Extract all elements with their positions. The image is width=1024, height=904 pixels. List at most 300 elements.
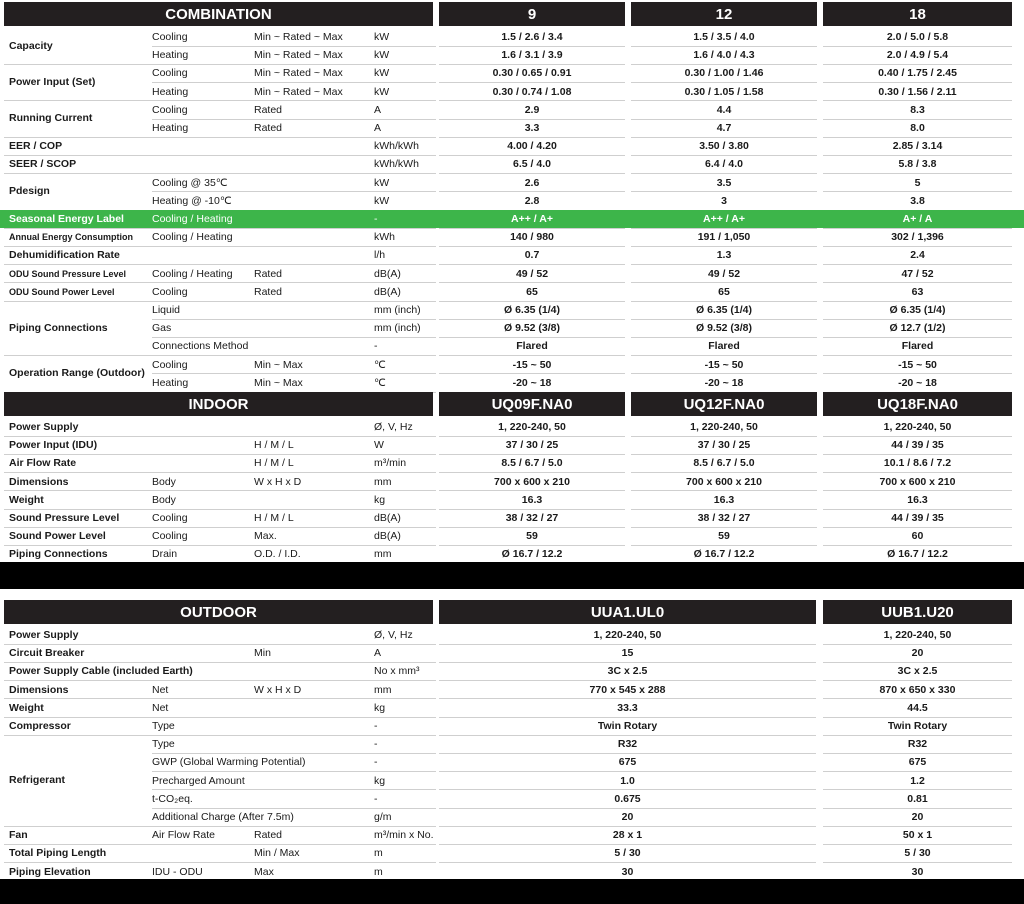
value-cell: 8.5 / 6.7 / 5.0 bbox=[693, 457, 755, 470]
group-label bbox=[9, 356, 147, 392]
combination-row bbox=[0, 356, 1024, 374]
value-cell: 1, 220-240, 50 bbox=[883, 629, 952, 641]
row-qualifier: Min / Max bbox=[254, 847, 300, 860]
row-condition: Cooling bbox=[152, 31, 188, 43]
group-label-text: Power Input (Set) bbox=[9, 76, 96, 89]
row-qualifier: Max bbox=[254, 865, 274, 878]
value-cell: A+ / A bbox=[902, 213, 933, 225]
value-cell: A++ / A+ bbox=[511, 213, 553, 225]
value-cell: Flared bbox=[901, 340, 934, 353]
row-unit: - bbox=[374, 720, 378, 732]
row-unit: - bbox=[374, 756, 378, 769]
row-unit: kg bbox=[374, 493, 386, 506]
row-unit: dB(A) bbox=[374, 285, 401, 298]
row-unit: A bbox=[374, 647, 382, 660]
outdoor-row bbox=[0, 699, 1024, 717]
row-label: Total Piping Length bbox=[9, 847, 107, 860]
row-condition: Cooling bbox=[152, 358, 188, 371]
row-condition: Air Flow Rate bbox=[152, 829, 216, 842]
row-condition: Heating bbox=[152, 376, 189, 389]
value-cell: 1.3 bbox=[716, 249, 732, 262]
row-condition: Connections Method bbox=[152, 340, 249, 353]
row-qualifier: Min bbox=[254, 647, 271, 660]
row-qualifier: W x H x D bbox=[254, 683, 302, 696]
row-unit: m bbox=[374, 865, 383, 878]
row-qualifier: Rated bbox=[254, 122, 283, 134]
row-qualifier: Min ~ Max bbox=[254, 376, 303, 389]
row-unit: - bbox=[374, 213, 378, 225]
combination-row bbox=[0, 301, 1024, 319]
value-cell: 59 bbox=[526, 530, 538, 543]
row-unit: kW bbox=[374, 67, 390, 80]
outdoor-row bbox=[0, 717, 1024, 735]
value-cell: Ø 6.35 (1/4) bbox=[889, 304, 946, 316]
row-unit: - bbox=[374, 792, 378, 805]
value-cell: Ø 6.35 (1/4) bbox=[695, 304, 753, 316]
row-qualifier bbox=[254, 155, 372, 173]
value-cell: 2.4 bbox=[910, 249, 925, 262]
value-cell: 1, 220-240, 50 bbox=[690, 421, 758, 433]
value-cell: Twin Rotary bbox=[597, 720, 658, 732]
value-cell: 20 bbox=[911, 811, 924, 823]
row-unit: No x mm³ bbox=[374, 665, 420, 678]
row-qualifier bbox=[254, 319, 372, 337]
row-qualifier: Min ~ Rated ~ Max bbox=[254, 31, 343, 43]
row-label: Air Flow Rate bbox=[9, 457, 77, 470]
outdoor-model-b: UUB1.U20 bbox=[823, 600, 1012, 624]
value-cell: 44.5 bbox=[907, 701, 928, 714]
row-unit: kWh bbox=[374, 231, 395, 244]
row-unit: l/h bbox=[374, 249, 386, 262]
row-condition: Net bbox=[152, 683, 169, 696]
value-cell: 5 / 30 bbox=[904, 847, 931, 860]
value-cell: 2.0 / 5.0 / 5.8 bbox=[886, 31, 949, 43]
value-cell: 5 bbox=[914, 176, 921, 189]
indoor-row bbox=[0, 527, 1024, 545]
row-unit: kW bbox=[374, 194, 390, 207]
row-unit: kW bbox=[374, 85, 390, 98]
value-cell: 44 / 39 / 35 bbox=[891, 512, 944, 524]
value-cell: 0.7 bbox=[524, 249, 540, 262]
combination-row bbox=[0, 283, 1024, 301]
row-unit: mm bbox=[374, 475, 392, 488]
row-condition: Body bbox=[152, 475, 176, 488]
combination-row bbox=[0, 64, 1024, 82]
value-cell: 1, 220-240, 50 bbox=[498, 421, 566, 433]
value-cell: 6.4 / 4.0 bbox=[705, 158, 743, 171]
row-qualifier bbox=[254, 717, 372, 735]
row-qualifier: Max. bbox=[254, 530, 277, 543]
row-condition: Additional Charge (After 7.5m) bbox=[152, 811, 294, 823]
combination-row bbox=[0, 28, 1024, 46]
combination-model-9: 9 bbox=[439, 2, 625, 26]
row-qualifier bbox=[254, 137, 372, 155]
value-cell: 1.5 / 3.5 / 4.0 bbox=[693, 31, 755, 43]
row-qualifier bbox=[254, 192, 372, 210]
value-cell: 4.4 bbox=[716, 103, 732, 116]
row-qualifier: Min ~ Max bbox=[254, 358, 303, 371]
value-cell: 49 / 52 bbox=[515, 267, 549, 280]
row-unit: mm (inch) bbox=[374, 322, 421, 335]
row-unit: kg bbox=[374, 701, 386, 714]
value-cell: 4.00 / 4.20 bbox=[507, 140, 557, 153]
row-unit: ℃ bbox=[374, 358, 386, 371]
row-condition: Cooling bbox=[152, 512, 188, 524]
value-cell: 0.675 bbox=[614, 792, 641, 805]
value-cell: 63 bbox=[911, 285, 924, 298]
value-cell: 16.3 bbox=[907, 493, 928, 506]
group-label-text: Refrigerant bbox=[9, 774, 66, 787]
row-condition: Cooling @ 35℃ bbox=[152, 176, 228, 189]
row-condition bbox=[152, 644, 252, 662]
value-cell: 50 x 1 bbox=[902, 829, 933, 842]
value-cell: A++ / A+ bbox=[703, 213, 745, 225]
row-qualifier bbox=[254, 174, 372, 192]
indoor-row bbox=[0, 436, 1024, 454]
row-qualifier bbox=[254, 337, 372, 355]
value-cell: 0.30 / 0.74 / 1.08 bbox=[492, 85, 572, 98]
value-cell: 3.50 / 3.80 bbox=[699, 140, 749, 153]
combination-row bbox=[0, 174, 1024, 192]
outdoor-row bbox=[0, 644, 1024, 662]
indoor-title: INDOOR bbox=[4, 392, 433, 416]
value-cell: 30 bbox=[911, 865, 924, 878]
row-unit: mm bbox=[374, 683, 392, 696]
row-condition: Heating @ -10℃ bbox=[152, 194, 232, 207]
value-cell: 675 bbox=[908, 756, 927, 769]
row-qualifier bbox=[254, 626, 372, 644]
row-label: Seasonal Energy Label bbox=[9, 213, 124, 225]
row-condition: Heating bbox=[152, 85, 189, 98]
value-cell: 20 bbox=[911, 647, 924, 660]
value-cell: 3C x 2.5 bbox=[607, 665, 648, 678]
row-qualifier bbox=[254, 301, 372, 319]
row-qualifier bbox=[254, 735, 372, 753]
value-cell: Ø 16.7 / 12.2 bbox=[887, 548, 948, 561]
value-cell: R32 bbox=[907, 738, 928, 751]
row-qualifier: O.D. / I.D. bbox=[254, 548, 301, 561]
row-qualifier bbox=[254, 772, 372, 790]
row-condition: Cooling / Heating bbox=[152, 267, 233, 280]
outdoor-row bbox=[0, 790, 1024, 808]
value-cell: 191 / 1,050 bbox=[697, 231, 751, 244]
row-qualifier: Min ~ Rated ~ Max bbox=[254, 67, 343, 80]
row-condition bbox=[152, 137, 252, 155]
group-label bbox=[9, 28, 147, 64]
row-label: Circuit Breaker bbox=[9, 647, 85, 660]
row-label: ODU Sound Power Level bbox=[9, 286, 115, 297]
value-cell: 3 bbox=[721, 194, 727, 207]
value-cell: 2.9 bbox=[524, 103, 540, 116]
value-cell: 65 bbox=[526, 285, 538, 298]
value-cell: 1.2 bbox=[910, 774, 925, 787]
row-label: Annual Energy Consumption bbox=[9, 232, 134, 243]
row-unit: A bbox=[374, 122, 382, 134]
row-qualifier: H / M / L bbox=[254, 457, 294, 470]
outdoor-row bbox=[0, 844, 1024, 862]
value-cell: -20 ~ 18 bbox=[512, 376, 552, 389]
row-label: Sound Power Level bbox=[9, 530, 106, 543]
outdoor-model-a: UUA1.UL0 bbox=[439, 600, 816, 624]
combination-row bbox=[0, 319, 1024, 337]
outdoor-title: OUTDOOR bbox=[4, 600, 433, 624]
combination-row bbox=[0, 46, 1024, 64]
combination-row bbox=[0, 246, 1024, 264]
row-label: Piping Elevation bbox=[9, 865, 91, 878]
value-cell: 16.3 bbox=[521, 493, 543, 506]
value-cell: Ø 9.52 (3/8) bbox=[695, 322, 753, 335]
value-cell: 1, 220-240, 50 bbox=[593, 629, 662, 641]
row-condition: Heating bbox=[152, 49, 189, 62]
row-unit: A bbox=[374, 103, 382, 116]
indoor-model-9: UQ09F.NA0 bbox=[439, 392, 625, 416]
group-label-text: Operation Range (Outdoor) bbox=[9, 367, 145, 380]
value-cell: 2.8 bbox=[524, 194, 540, 207]
row-condition: Liquid bbox=[152, 304, 181, 316]
combination-row bbox=[0, 119, 1024, 137]
row-qualifier: H / M / L bbox=[254, 512, 294, 524]
row-label: Compressor bbox=[9, 720, 71, 732]
value-cell: 5.8 / 3.8 bbox=[898, 158, 937, 171]
indoor-row bbox=[0, 454, 1024, 472]
row-label: Dehumidification Rate bbox=[9, 249, 120, 262]
outdoor-row bbox=[0, 626, 1024, 644]
value-cell: -20 ~ 18 bbox=[704, 376, 744, 389]
outdoor-row bbox=[0, 753, 1024, 771]
value-cell: 33.3 bbox=[617, 701, 638, 714]
row-qualifier: W x H x D bbox=[254, 475, 302, 488]
value-cell: 770 x 545 x 288 bbox=[589, 683, 666, 696]
row-unit: kW bbox=[374, 49, 390, 62]
indoor-row bbox=[0, 509, 1024, 527]
bottom-band bbox=[0, 879, 1024, 904]
combination-section bbox=[0, 2, 1024, 390]
row-label: Power Supply bbox=[9, 629, 79, 641]
row-qualifier bbox=[254, 808, 372, 826]
combination-model-12: 12 bbox=[631, 2, 817, 26]
value-cell: R32 bbox=[617, 738, 638, 751]
value-cell: 2.6 bbox=[524, 176, 540, 189]
group-label bbox=[9, 101, 147, 137]
row-qualifier: Rated bbox=[254, 285, 283, 298]
value-cell: Ø 9.52 (3/8) bbox=[503, 322, 561, 335]
value-cell: 2.0 / 4.9 / 5.4 bbox=[886, 49, 949, 62]
combination-row bbox=[0, 210, 1024, 228]
group-label-text: Running Current bbox=[9, 112, 93, 125]
value-cell: -20 ~ 18 bbox=[898, 376, 937, 389]
value-cell: 0.40 / 1.75 / 2.45 bbox=[878, 67, 957, 80]
row-qualifier: H / M / L bbox=[254, 439, 294, 452]
row-unit: ℃ bbox=[374, 376, 386, 389]
value-cell: 302 / 1,396 bbox=[891, 231, 944, 244]
row-condition: Cooling bbox=[152, 285, 188, 298]
row-unit: - bbox=[374, 738, 378, 751]
row-qualifier bbox=[254, 246, 372, 264]
row-condition: Cooling / Heating bbox=[152, 231, 233, 244]
row-condition: Heating bbox=[152, 122, 189, 134]
row-qualifier bbox=[254, 662, 372, 680]
value-cell: 4.7 bbox=[716, 122, 732, 134]
group-label-text: Piping Connections bbox=[9, 321, 108, 334]
outdoor-row bbox=[0, 681, 1024, 699]
value-cell: 8.0 bbox=[910, 122, 925, 134]
row-condition: Cooling bbox=[152, 530, 188, 543]
value-cell: 3.5 bbox=[716, 176, 732, 189]
value-cell: 1.5 / 2.6 / 3.4 bbox=[501, 31, 563, 43]
value-cell: -15 ~ 50 bbox=[512, 358, 552, 371]
row-qualifier bbox=[254, 228, 372, 246]
combination-row bbox=[0, 101, 1024, 119]
row-unit: kWh/kWh bbox=[374, 158, 419, 171]
value-cell: 44 / 39 / 35 bbox=[891, 439, 944, 452]
outdoor-section bbox=[0, 600, 1024, 880]
value-cell: 1.0 bbox=[620, 774, 635, 787]
indoor-row bbox=[0, 491, 1024, 509]
row-unit: mm (inch) bbox=[374, 304, 421, 316]
row-condition: Drain bbox=[152, 548, 178, 561]
row-condition: Gas bbox=[152, 322, 172, 335]
outdoor-row bbox=[0, 772, 1024, 790]
row-condition: Cooling bbox=[152, 103, 188, 116]
indoor-row bbox=[0, 418, 1024, 436]
combination-row bbox=[0, 265, 1024, 283]
outdoor-row bbox=[0, 735, 1024, 753]
indoor-row bbox=[0, 473, 1024, 491]
value-cell: 16.3 bbox=[713, 493, 735, 506]
row-qualifier: Rated bbox=[254, 103, 283, 116]
value-cell: 870 x 650 x 330 bbox=[879, 683, 956, 696]
row-condition bbox=[152, 418, 252, 436]
combination-row bbox=[0, 337, 1024, 355]
value-cell: 1, 220-240, 50 bbox=[883, 421, 952, 433]
value-cell: Flared bbox=[516, 340, 548, 353]
row-label: Weight bbox=[9, 493, 44, 506]
group-label-text: Pdesign bbox=[9, 185, 50, 198]
value-cell: 28 x 1 bbox=[612, 829, 643, 842]
group-label bbox=[9, 301, 147, 356]
row-unit: W bbox=[374, 439, 384, 452]
row-label: EER / COP bbox=[9, 140, 63, 153]
row-label: SEER / SCOP bbox=[9, 158, 77, 171]
value-cell: 1.6 / 4.0 / 4.3 bbox=[693, 49, 755, 62]
row-label: Power Supply bbox=[9, 421, 79, 433]
value-cell: 0.30 / 1.00 / 1.46 bbox=[684, 67, 764, 80]
row-label: Sound Pressure Level bbox=[9, 512, 120, 524]
outdoor-row bbox=[0, 662, 1024, 680]
row-label: ODU Sound Pressure Level bbox=[9, 268, 127, 279]
row-condition: Cooling bbox=[152, 67, 188, 80]
outdoor-row bbox=[0, 808, 1024, 826]
group-label bbox=[9, 64, 147, 100]
value-cell: 65 bbox=[718, 285, 730, 298]
row-unit: mm bbox=[374, 548, 392, 561]
row-unit: kW bbox=[374, 31, 390, 43]
combination-row bbox=[0, 155, 1024, 173]
value-cell: 3C x 2.5 bbox=[897, 665, 938, 678]
indoor-model-18: UQ18F.NA0 bbox=[823, 392, 1012, 416]
row-condition: Precharged Amount bbox=[152, 774, 245, 787]
row-qualifier bbox=[254, 491, 372, 509]
row-unit: g/m bbox=[374, 811, 392, 823]
group-label bbox=[9, 735, 147, 826]
row-unit: Ø, V, Hz bbox=[374, 421, 413, 433]
outdoor-row bbox=[0, 826, 1024, 844]
value-cell: 0.30 / 0.65 / 0.91 bbox=[492, 67, 572, 80]
value-cell: 0.81 bbox=[907, 792, 928, 805]
combination-row bbox=[0, 83, 1024, 101]
value-cell: Ø 16.7 / 12.2 bbox=[693, 548, 755, 561]
value-cell: 59 bbox=[718, 530, 730, 543]
value-cell: 47 / 52 bbox=[901, 267, 934, 280]
row-unit: m³/min x No. bbox=[374, 829, 434, 842]
outdoor-row bbox=[0, 863, 1024, 881]
indoor-row bbox=[0, 545, 1024, 563]
row-label: Fan bbox=[9, 829, 28, 842]
combination-model-18: 18 bbox=[823, 2, 1012, 26]
value-cell: 1.6 / 3.1 / 3.9 bbox=[501, 49, 563, 62]
row-condition bbox=[152, 454, 252, 472]
row-condition: IDU - ODU bbox=[152, 865, 203, 878]
value-cell: 5 / 30 bbox=[614, 847, 641, 860]
combination-row bbox=[0, 228, 1024, 246]
value-cell: Twin Rotary bbox=[887, 720, 948, 732]
value-cell: 675 bbox=[618, 756, 637, 769]
row-qualifier bbox=[254, 699, 372, 717]
value-cell: Flared bbox=[708, 340, 740, 353]
row-condition bbox=[152, 844, 252, 862]
row-unit: m bbox=[374, 847, 383, 860]
row-label: Power Input (IDU) bbox=[9, 439, 98, 452]
row-unit: dB(A) bbox=[374, 512, 401, 524]
value-cell: 20 bbox=[621, 811, 634, 823]
value-cell: 700 x 600 x 210 bbox=[686, 475, 762, 488]
value-cell: 8.5 / 6.7 / 5.0 bbox=[501, 457, 563, 470]
row-qualifier bbox=[254, 753, 372, 771]
value-cell: 0.30 / 1.56 / 2.11 bbox=[878, 85, 957, 98]
row-qualifier: Min ~ Rated ~ Max bbox=[254, 85, 343, 98]
row-unit: kWh/kWh bbox=[374, 140, 419, 153]
row-qualifier: Rated bbox=[254, 267, 283, 280]
value-cell: 60 bbox=[911, 530, 924, 543]
row-unit: dB(A) bbox=[374, 267, 401, 280]
value-cell: 2.85 / 3.14 bbox=[892, 140, 943, 153]
row-unit: Ø, V, Hz bbox=[374, 629, 413, 641]
row-label: Piping Connections bbox=[9, 548, 108, 561]
indoor-section bbox=[0, 392, 1024, 562]
combination-row bbox=[0, 192, 1024, 210]
row-condition bbox=[152, 626, 252, 644]
row-unit: kW bbox=[374, 176, 390, 189]
row-condition: Type bbox=[152, 720, 175, 732]
value-cell: 30 bbox=[621, 865, 634, 878]
row-unit: - bbox=[374, 340, 378, 353]
row-qualifier: Rated bbox=[254, 829, 283, 842]
value-cell: Ø 16.7 / 12.2 bbox=[501, 548, 563, 561]
value-cell: 10.1 / 8.6 / 7.2 bbox=[883, 457, 952, 470]
row-qualifier bbox=[254, 418, 372, 436]
value-cell: Ø 12.7 (1/2) bbox=[889, 322, 946, 335]
row-qualifier bbox=[254, 210, 372, 228]
value-cell: Ø 6.35 (1/4) bbox=[503, 304, 561, 316]
indoor-model-12: UQ12F.NA0 bbox=[631, 392, 817, 416]
value-cell: 140 / 980 bbox=[510, 231, 554, 244]
row-qualifier: Min ~ Rated ~ Max bbox=[254, 49, 343, 62]
row-unit: dB(A) bbox=[374, 530, 401, 543]
row-condition: GWP (Global Warming Potential) bbox=[152, 756, 306, 769]
combination-title: COMBINATION bbox=[4, 2, 433, 26]
row-label: Dimensions bbox=[9, 475, 69, 488]
value-cell: 8.3 bbox=[910, 103, 925, 116]
